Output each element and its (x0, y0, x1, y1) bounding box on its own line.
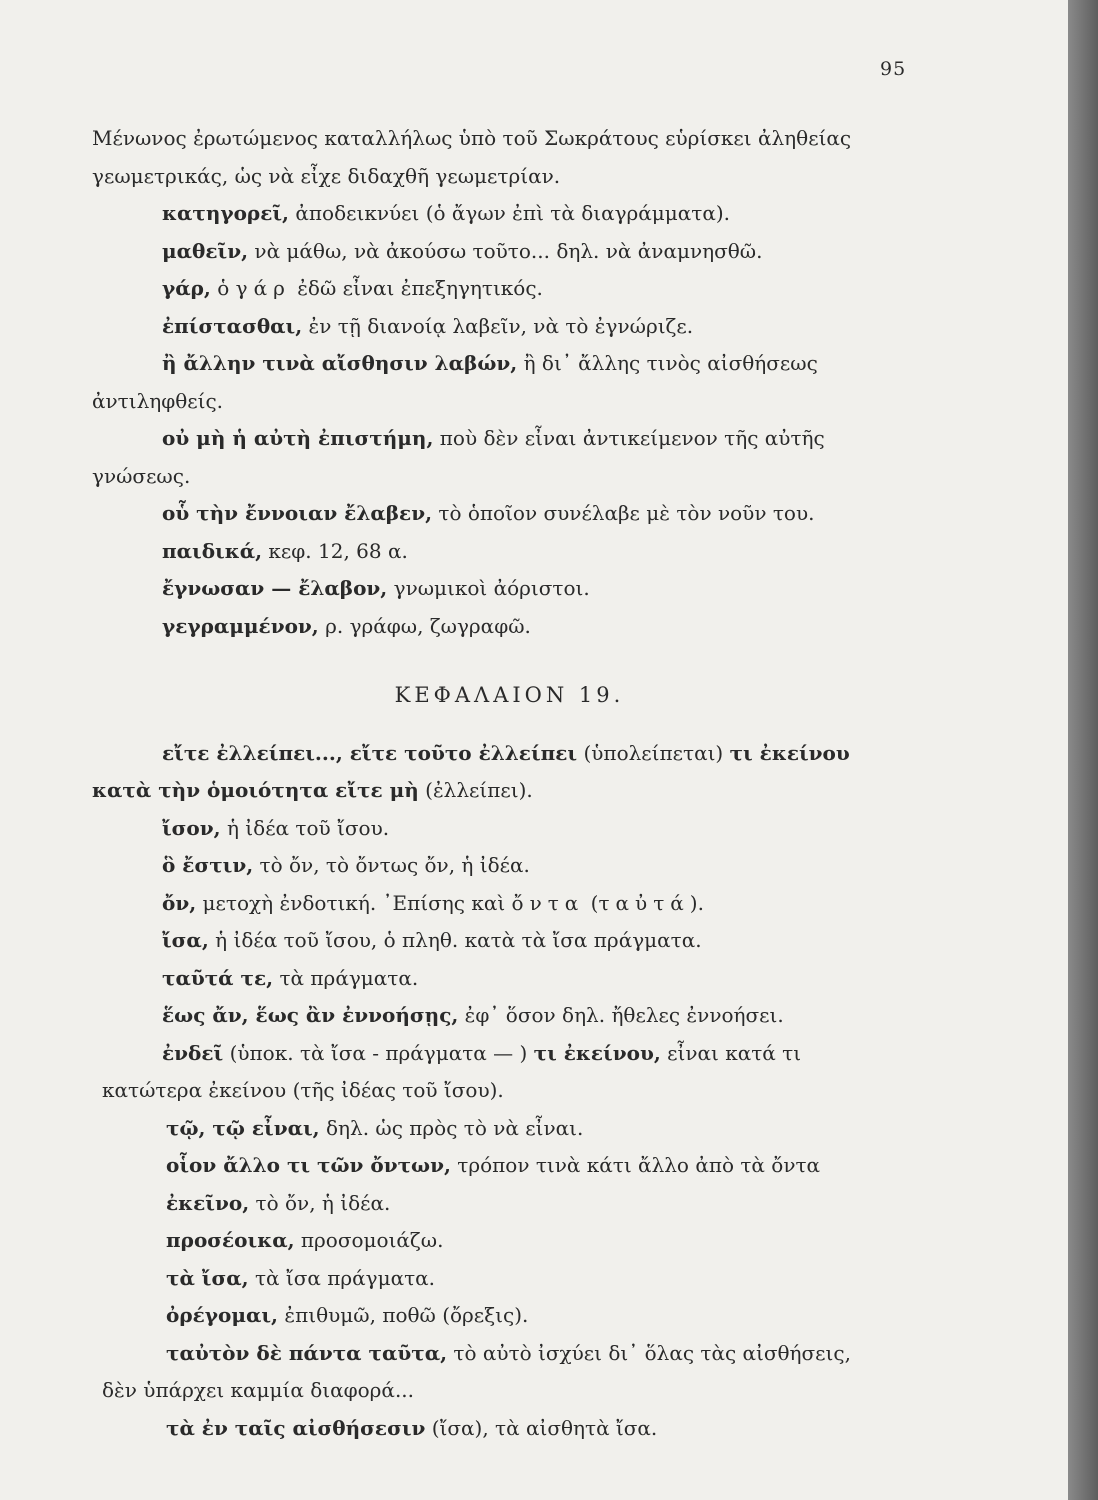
entry-gloss: προσομοιάζω. (294, 1228, 444, 1252)
page-text (92, 120, 927, 1447)
entry-term: οἷον ἄλλο τι τῶν ὄντων, (166, 1153, 451, 1177)
gloss-entry (92, 885, 927, 923)
entry-continuation: κατώτερα ἐκείνου (τῆς ἰδέας τοῦ ἴσου). (102, 1078, 504, 1102)
page-number: 95 (880, 58, 907, 80)
text-line: Μένωνος ἐρωτώμενος καταλλήλως ὑπὸ τοῦ Σωκράτους εὑρίσκει ἀληθείας (92, 126, 852, 150)
entry-term: ἔγνωσαν — ἔλαβον, (162, 576, 388, 600)
entry-term: κατηγορεῖ, (162, 201, 290, 225)
gloss-entry (92, 922, 927, 960)
entry-term: ἐνδεῖ (162, 1040, 224, 1065)
entry-term: προσέοικα, (166, 1228, 295, 1252)
entry-continuation (92, 772, 927, 810)
spaced-word: ταὐτά (598, 890, 690, 915)
entry-term: τὰ ἐν ταῖς αἰσθήσεσιν (166, 1415, 426, 1440)
entry-gloss: (ἴσα), τὰ αἰσθητὰ ἴσα. (425, 1415, 658, 1440)
entry-gloss: μετοχὴ ἐνδοτική. ᾿Επίσης καὶ (196, 890, 512, 915)
gloss-entry (92, 847, 927, 885)
entry-term: εἴτε ἐλλείπει..., εἴτε τοῦτο ἐλλείπει (162, 740, 578, 765)
gloss-entry (92, 1335, 927, 1373)
entry-gloss: ἡ ἰδέα τοῦ ἴσου, ὁ πληθ. κατὰ τὰ ἴσα πράγματα. (208, 928, 702, 952)
entry-gloss: ἢ δι᾽ ἄλλης τινὸς αἰσθήσεως (517, 351, 818, 375)
gloss-entry (92, 960, 927, 998)
entry-gloss: (ἐλλείπει). (418, 778, 533, 802)
gloss-entry (92, 1222, 927, 1260)
entry-gloss: τρόπον τινὰ κάτι ἄλλο ἀπὸ τὰ ὄντα (450, 1153, 821, 1177)
entry-term: ἴσον, (162, 815, 221, 840)
text-line: γεωμετρικάς, ὡς νὰ εἶχε διδαχθῆ γεωμετρίαν. (92, 163, 561, 188)
entry-term: οὐ μὴ ἡ αὐτὴ ἐπιστήμη, (162, 426, 434, 450)
entry-term: οὗ τὴν ἔννοιαν ἔλαβεν, (162, 501, 433, 525)
entry-gloss: δηλ. ὡς πρὸς τὸ νὰ εἶναι. (319, 1115, 584, 1140)
entry-term: ἢ ἄλλην τινὰ αἴσθησιν λαβών, (162, 351, 518, 375)
spaced-word: ὄντα (511, 890, 585, 915)
gloss-entry (92, 1297, 927, 1335)
entry-term: ὄν, (162, 890, 197, 915)
entry-term: τὰ ἴσα, (166, 1265, 249, 1290)
gloss-entry (92, 1260, 927, 1298)
entry-gloss: ὁ (210, 276, 236, 300)
gloss-entry (92, 1147, 927, 1185)
gloss-entry (92, 608, 927, 646)
gloss-entry (92, 270, 927, 308)
entry-continuation: ἀντιληφθείς. (92, 388, 224, 413)
entry-term: τῷ, τῷ εἶναι, (166, 1115, 320, 1140)
entry-term: ἐκεῖνο, (166, 1190, 250, 1215)
entry-term-2: τι ἐκείνου (729, 740, 850, 765)
entry-gloss: τὰ πράγματα. (273, 965, 419, 990)
gloss-entry (92, 570, 927, 608)
page-edge-shadow (1068, 0, 1098, 1500)
entry-term: κατὰ τὴν ὁμοιότητα εἴτε μὴ (92, 778, 419, 802)
entry-term: ἐπίστασθαι, (162, 313, 303, 338)
entry-continuation: γνώσεως. (92, 463, 191, 488)
gloss-entry (92, 195, 927, 233)
entry-gloss-tail: ( (584, 890, 599, 915)
entry-term: γεγραμμένον, (162, 613, 319, 638)
entry-gloss-tail: ἐδῶ εἶναι ἐπεξηγητικός. (290, 276, 543, 300)
gloss-entry (92, 533, 927, 571)
entry-gloss: ἐφ᾽ ὅσον δηλ. ἤθελες ἐννοήσει. (458, 1003, 784, 1027)
entry-gloss: ἀποδεικνύει (ὁ ἄγων ἐπὶ τὰ διαγράμματα). (289, 201, 731, 225)
gloss-entry (92, 810, 927, 848)
entry-term: παιδικά, (162, 538, 263, 563)
entry-term: γάρ, (162, 276, 211, 300)
entry-term: ὀρέγομαι, (166, 1303, 279, 1327)
entry-gloss: ἐπιθυμῶ, ποθῶ (ὄρεξις). (278, 1303, 529, 1327)
gloss-entry (92, 1110, 927, 1148)
entry-gloss: (ὑπολείπεται) (577, 740, 730, 765)
entry-gloss: τὰ ἴσα πράγματα. (248, 1265, 436, 1290)
gloss-entry (92, 233, 927, 271)
chapter-heading: ΚΕΦΑΛΑΙΟΝ 19. (394, 683, 625, 707)
gloss-entry (92, 345, 927, 383)
entry-term: ταὐτὸν δὲ πάντα ταῦτα, (166, 1340, 448, 1365)
gloss-entry (92, 735, 927, 773)
entry-gloss: νὰ μάθω, νὰ ἀκούσω τοῦτο... δηλ. νὰ ἀναμνησθῶ. (248, 238, 763, 263)
entry-gloss: (ὑποκ. τὰ ἴσα - πράγματα — ) (223, 1040, 534, 1065)
gloss-entry (92, 1410, 927, 1448)
entry-term: μαθεῖν, (162, 238, 249, 263)
entry-gloss: ρ. γράφω, ζωγραφῶ. (318, 613, 531, 638)
entry-gloss: ἡ ἰδέα τοῦ ἴσου. (220, 815, 390, 840)
entry-gloss-tail: ). (689, 890, 704, 915)
entry-gloss: ἐν τῇ διανοίᾳ λαβεῖν, νὰ τὸ ἐγνώριζε. (302, 313, 694, 338)
entry-gloss: τὸ αὐτὸ ἰσχύει δι᾽ ὅλας τὰς αἰσθήσεις, (447, 1340, 851, 1365)
entry-term: ἴσα, (162, 928, 209, 952)
entry-gloss: τὸ ὄν, ἡ ἰδέα. (249, 1190, 391, 1215)
entry-gloss-tail: εἶναι κατά τι (660, 1040, 802, 1065)
gloss-entry (92, 997, 927, 1035)
entry-gloss: τὸ ὁποῖον συνέλαβε μὲ τὸν νοῦν του. (432, 501, 815, 525)
entry-term: ταῦτά τε, (162, 965, 274, 990)
entry-gloss: γνωμικοὶ ἀόριστοι. (387, 576, 590, 600)
gloss-entry (92, 1035, 927, 1073)
gloss-entry (92, 1185, 927, 1223)
entry-continuation: δὲν ὑπάρχει καμμία διαφορά... (102, 1378, 415, 1402)
gloss-entry (92, 308, 927, 346)
entry-term: ὃ ἔστιν, (162, 853, 254, 877)
entry-gloss: κεφ. 12, 68 α. (262, 538, 408, 563)
entry-gloss: ποὺ δὲν εἶναι ἀντικείμενον τῆς αὐτῆς (433, 426, 825, 450)
gloss-entry (92, 495, 927, 533)
entry-gloss: τὸ ὄν, τὸ ὄντως ὄν, ἡ ἰδέα. (253, 853, 530, 877)
gloss-entry (92, 420, 927, 458)
spaced-word: γάρ (235, 276, 291, 300)
entry-term: ἕως ἄν, ἕως ἂν ἐννοήσῃς, (162, 1003, 459, 1027)
entry-term-2: τι ἐκείνου, (533, 1040, 661, 1065)
